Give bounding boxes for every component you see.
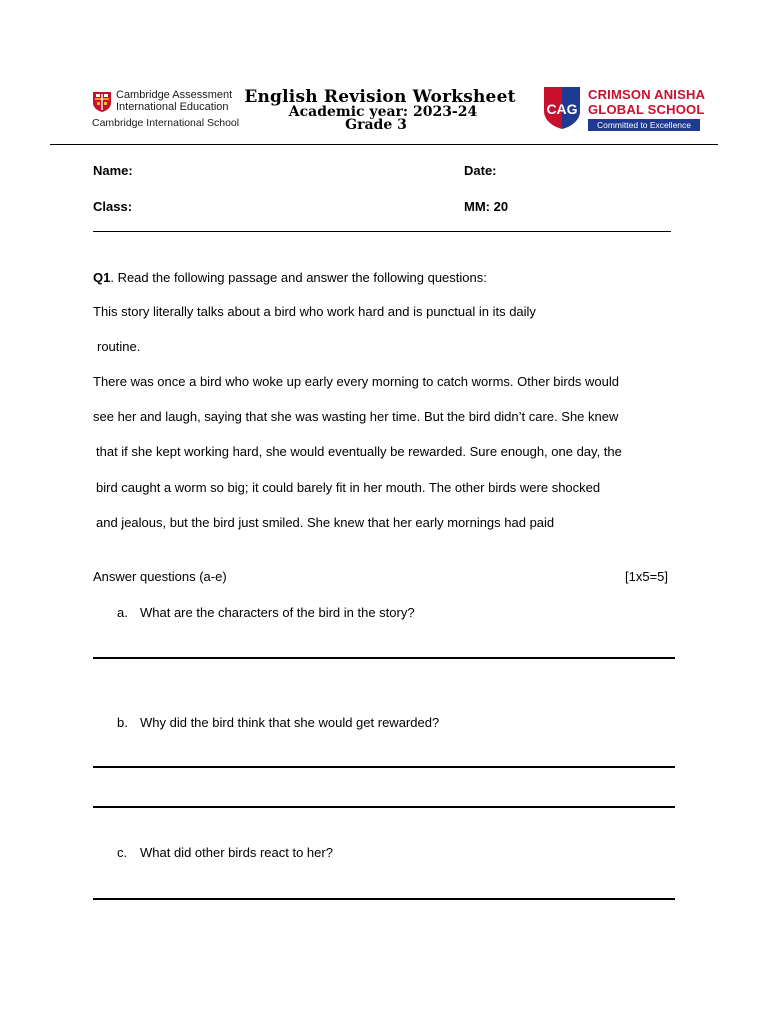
school-logo [542,77,706,135]
intro-line-1: This story literally talks about a bird who work hard and is punctual in its daily [93,304,536,319]
title-block [200,88,560,132]
cambridge-name-line1: Cambridge Assessment [116,89,233,101]
question-text-c: What did other birds react to her? [140,845,333,860]
question-text-a: What are the characters of the bird in the story? [140,605,415,620]
school-tagline: Committed to Excellence [588,119,700,131]
school-name-line1: CRIMSON ANISHA [588,87,706,102]
question-letter-b: b. [117,715,128,730]
answer-line-a[interactable] [93,657,675,659]
date-label: Date: [464,163,497,178]
intro-line-2: routine. [97,339,141,354]
info-divider [93,231,671,232]
passage-line: and jealous, but the bird just smiled. She knew that her early mornings had paid [96,515,555,530]
grade-label: Grade 3 [345,117,407,133]
class-label: Class: [93,199,133,214]
cambridge-subtitle: Cambridge International School [92,117,240,129]
cag-monogram: CAG [546,101,578,117]
school-name-line2: GLOBAL SCHOOL [588,102,705,117]
mm-label: MM: 20 [464,199,509,214]
question-text-b: Why did the bird think that she would get rewarded? [140,715,440,730]
passage-line: There was once a bird who woke up early every morning to catch worms. Other birds would [93,374,620,389]
q1-heading [93,270,487,286]
header-divider [50,144,718,145]
cag-shield-icon [542,85,582,131]
academic-year: Academic year: 2023-24 [288,104,478,120]
question-letter-c: c. [117,845,128,860]
answer-instruction: Answer questions (a-e) [93,569,227,584]
answer-line-b1[interactable] [93,766,675,768]
q1-label: Q1 [93,270,111,285]
cambridge-name-line2: International Education [116,101,229,113]
name-label: Name: [93,163,133,178]
answer-line-c[interactable] [93,898,675,900]
answer-line-b2[interactable] [93,806,675,808]
passage-line: that if she kept working hard, she would eventually be rewarded. Sure enough, one day, the [96,444,622,459]
question-letter-a: a. [117,605,128,620]
marks-label: [1x5=5] [625,569,669,584]
page-title: English Revision Worksheet [244,87,516,107]
cambridge-shield-icon [92,91,112,113]
passage-line: see her and laugh, saying that she was wasting her time. But the bird didn’t care. She knew [93,409,619,424]
q1-prompt: . Read the following passage and answer the following questions: [110,270,487,285]
passage-line: bird caught a worm so big; it could barely fit in her mouth. The other birds were shocked [96,480,601,495]
